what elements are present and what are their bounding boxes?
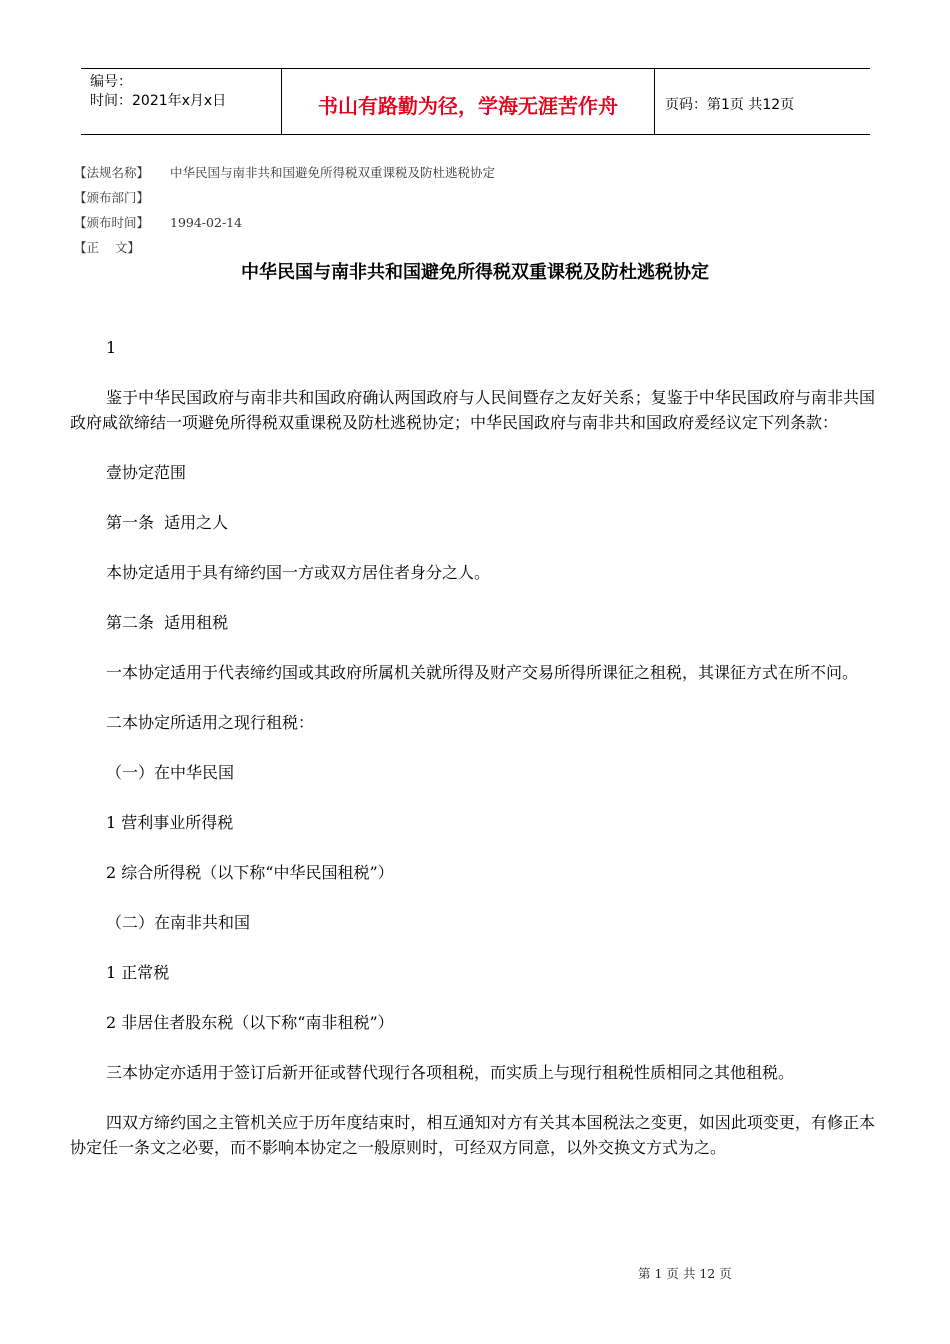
- meta-label: 【正 文】: [74, 240, 140, 255]
- paragraph: 1 正常税: [106, 963, 170, 982]
- page-footer: 第 1 页 共 12 页: [638, 1266, 732, 1281]
- header-motto: 书山有路勤为径，学海无涯苦作舟: [282, 69, 655, 134]
- paragraph: 1: [106, 338, 117, 357]
- time-label: 时间：2021年x月x日: [90, 93, 227, 109]
- paragraph: （一）在中华民国: [106, 763, 235, 782]
- document-title: 中华民国与南非共和国避免所得税双重课税及防杜逃税协定: [241, 262, 709, 283]
- paragraph: 三本协定亦适用于签订后新开征或替代现行各项租税，而实质上与现行租税性质相同之其他租税。: [106, 1063, 795, 1082]
- paragraph: 鉴于中华民国政府与南非共和国政府确认两国政府与人民间暨存之友好关系；复鉴于中华民国政府与南非共国政府咸欲缔结一项避免所得税双重课税及防杜逃税协定；中华民国政府与南非共和国政府爰经议定下列条款：: [70, 388, 875, 432]
- paragraph: 第二条 适用租税: [106, 613, 229, 632]
- meta-row-body: [74, 235, 495, 260]
- meta-row-date: [74, 210, 495, 235]
- paragraph: 1 营利事业所得税: [106, 813, 234, 832]
- paragraph: 四双方缔约国之主管机关应于历年度结束时，相互通知对方有关其本国税法之变更，如因此项变更，有修正本协定任一条文之必要，而不影响本协定之一般原则时，可经双方同意，以外交换文方式为之。: [70, 1113, 875, 1157]
- paragraph: （二）在南非共和国: [106, 913, 251, 932]
- meta-label: 【颁布部门】: [74, 190, 150, 205]
- paragraph: 第一条 适用之人: [106, 513, 229, 532]
- paragraph: 壹协定范围: [106, 463, 187, 482]
- paragraph: 本协定适用于具有缔约国一方或双方居住者身分之人。: [106, 563, 491, 582]
- paragraph: 一本协定适用于代表缔约国或其政府所属机关就所得及财产交易所得所课征之租税，其课征方式在所不问。: [106, 663, 859, 682]
- page-header: [81, 68, 870, 135]
- meta-label: 【颁布时间】: [74, 215, 150, 230]
- meta-value: 1994-02-14: [170, 215, 243, 230]
- header-page-info: 页码：第1页 共12页: [665, 96, 795, 113]
- header-left-cell: [81, 69, 282, 134]
- meta-label: 【法规名称】: [74, 165, 150, 180]
- meta-value: 中华民国与南非共和国避免所得税双重课税及防杜逃税协定: [170, 165, 496, 180]
- paragraph: 2 综合所得税（以下称“中华民国租税”）: [106, 863, 394, 882]
- meta-row-name: [74, 160, 495, 185]
- paragraph: 2 非居住者股东税（以下称“南非租税”）: [106, 1013, 394, 1032]
- paragraph: 二本协定所适用之现行租税：: [106, 713, 315, 732]
- document-body: [70, 335, 875, 1185]
- meta-row-department: [74, 185, 495, 210]
- document-metadata: [74, 160, 495, 260]
- number-label: 编号：: [90, 74, 132, 90]
